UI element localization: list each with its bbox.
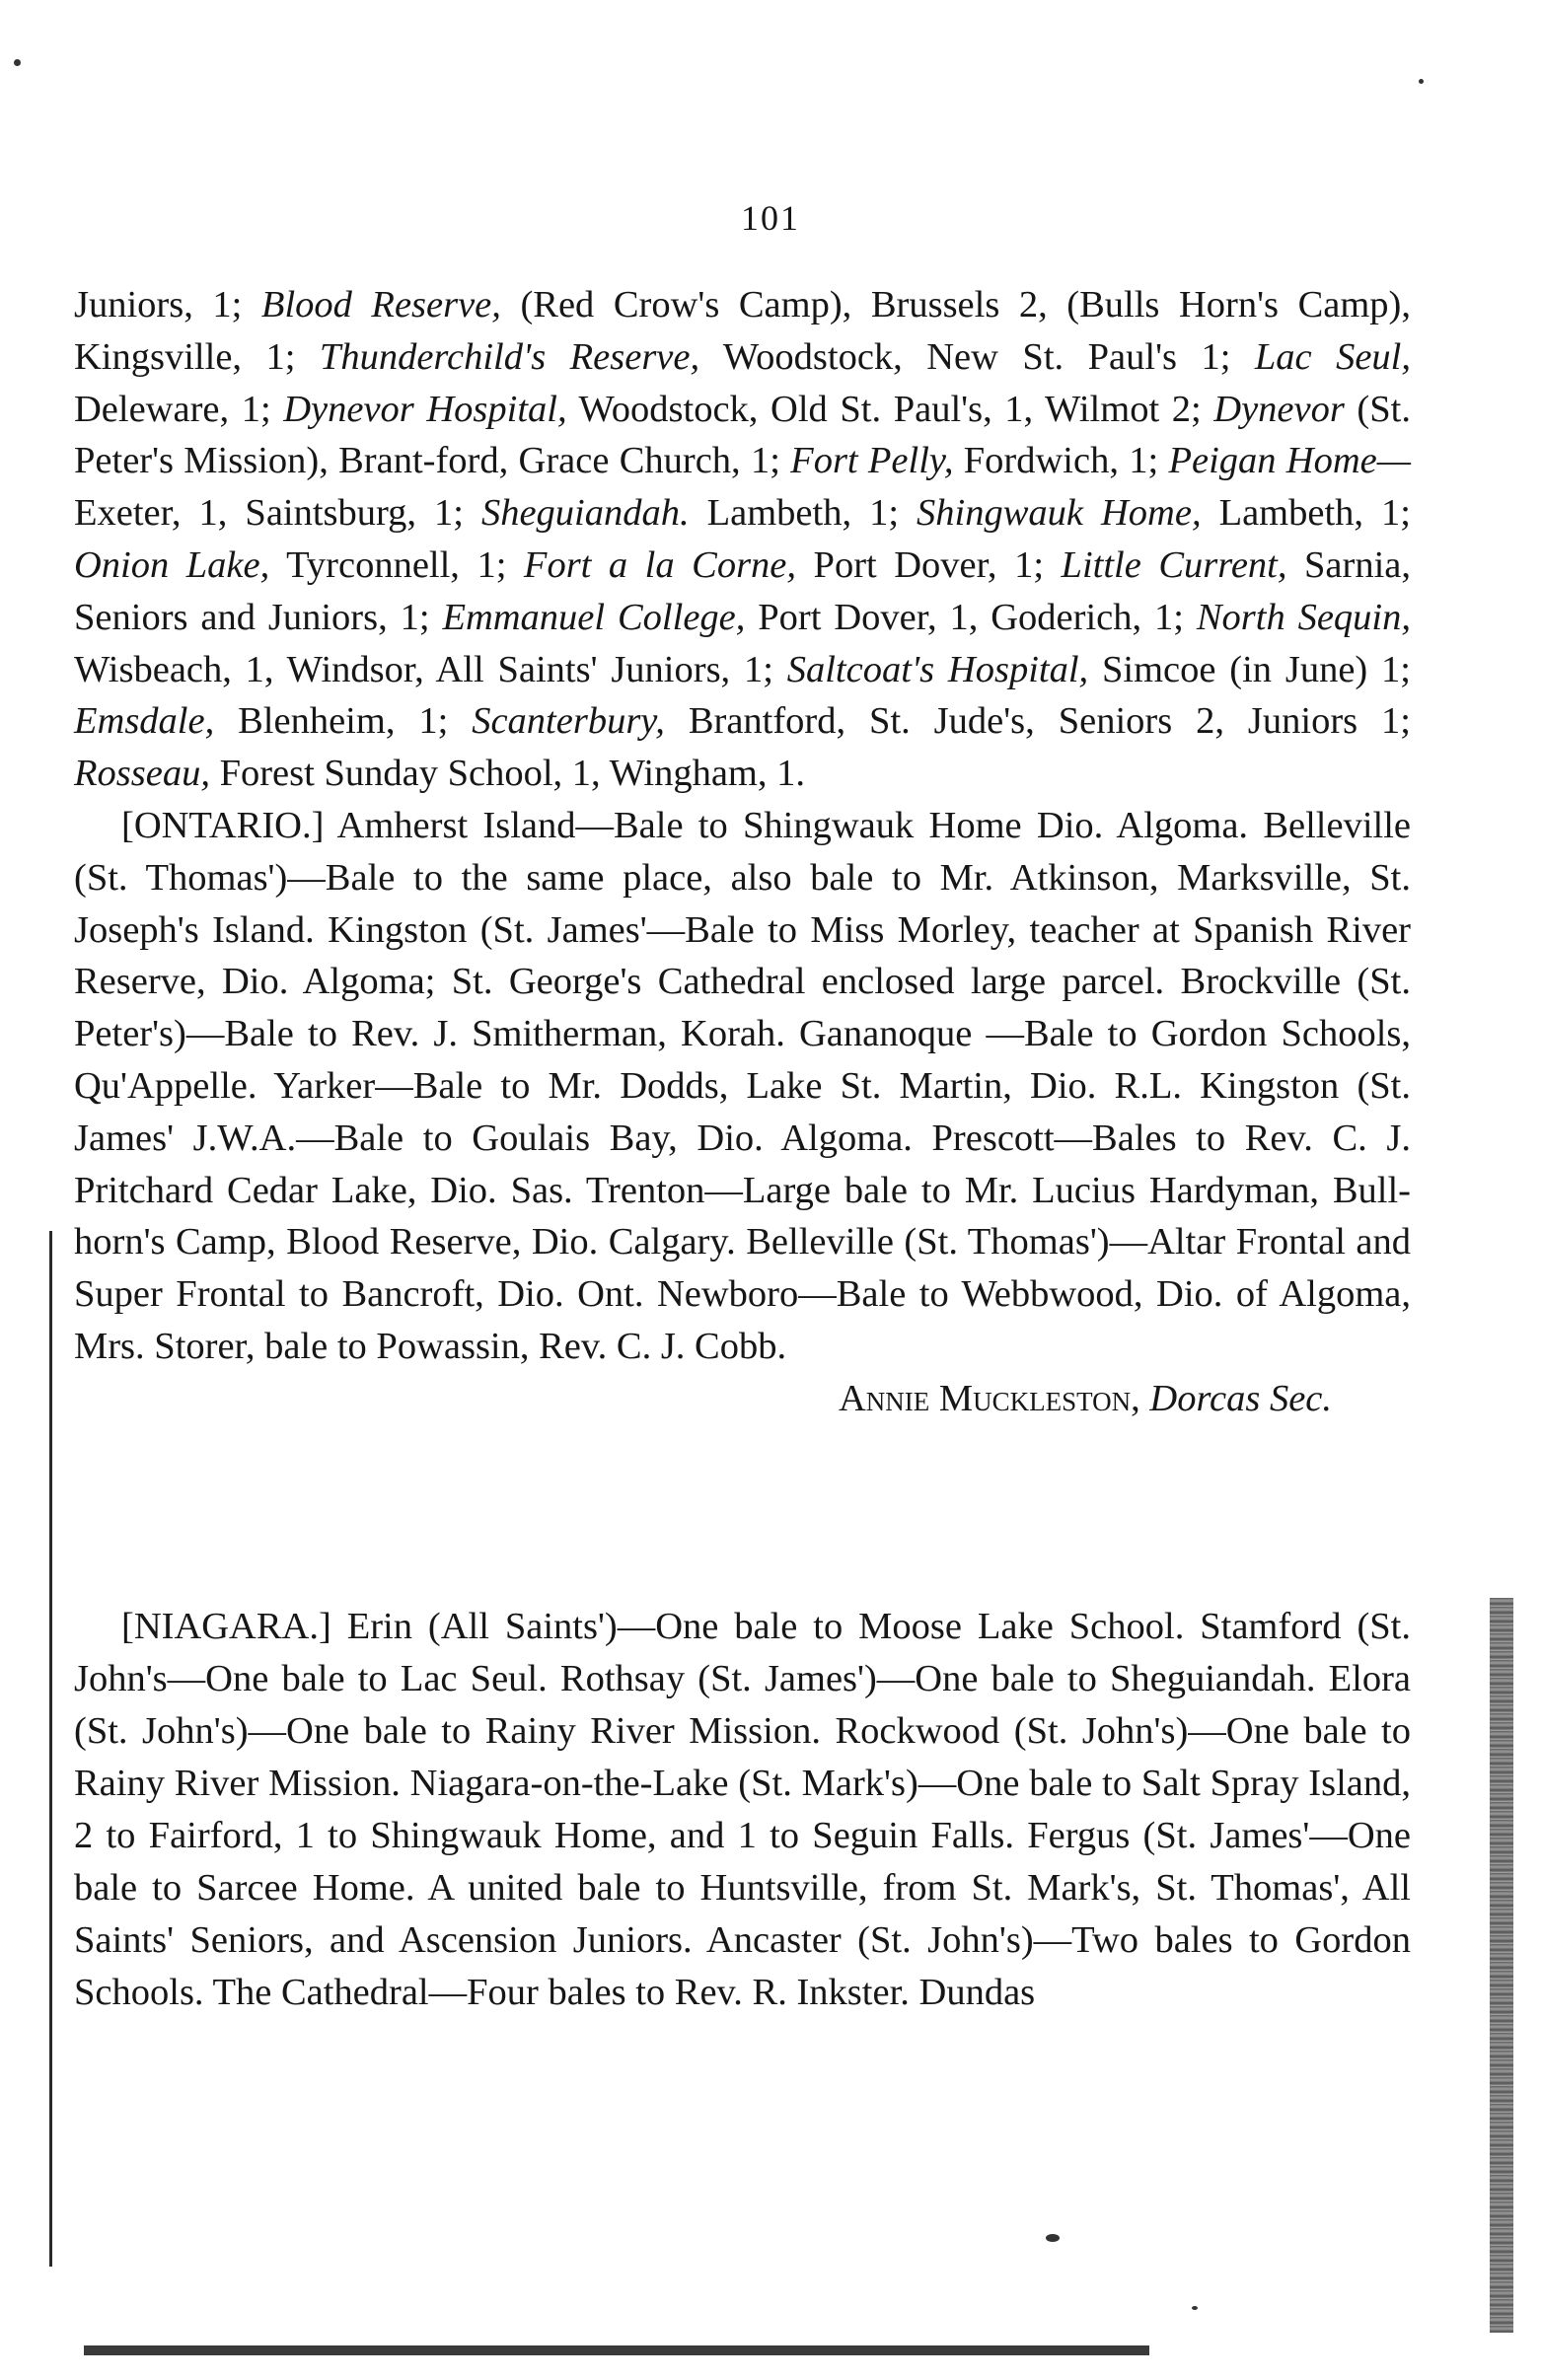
place-name: Emmanuel	[442, 596, 606, 638]
place-name: Emsdale,	[74, 700, 215, 743]
text-run: Forest Sunday School, 1, Wingham, 1.	[209, 753, 805, 795]
text-run: Fordwich, 1;	[953, 440, 1169, 482]
text-run: St. Paul's 1;	[1022, 335, 1255, 378]
place-name: Lac Seul,	[1254, 335, 1412, 378]
text-run: ford, Grace Church, 1;	[435, 440, 791, 482]
text-run: Old St. Paul's, 1, Wilmot 2;	[770, 388, 1214, 430]
place-name: Saltcoat's Hospital,	[786, 648, 1089, 690]
page-number: 101	[741, 198, 800, 238]
place-name: Shingwauk	[917, 492, 1083, 535]
text-run: Lambeth, 1;	[689, 492, 917, 535]
scan-margin-line	[49, 1231, 52, 2267]
scan-speck	[1419, 79, 1424, 84]
text-run: Sarnia, Seniors and Juniors, 1;	[74, 543, 1411, 638]
scan-speck	[14, 59, 21, 66]
text-run: Dover, 1;	[894, 543, 1062, 586]
scan-right-edge	[1490, 1598, 1513, 2333]
place-name: Scanterbury,	[472, 700, 665, 743]
niagara-paragraph: [NIAGARA.] Erin (All Saints')—One bale to Moose Lake School. Stamford (St. John's—One bale to Lac Seul. Rothsay (St. James')—One bale to Sheguiandah. Elora (St. John's)—One bale to Rainy River Mission. Rockwood (St. John's)—One bale to Rainy River Mission. Niagara-on-the-Lake (St. Mark's)—One bale to Salt Spray Island, 2 to Fairford, 1 to Shingwauk Home, and 1 to Seguin Falls. Fergus (St. James'—One bale to Sarcee Home. A united bale to Huntsville, from St. Mark's, St. Thomas', All Saints' Seniors, and Ascension Juniors. Ancaster (St. John's)—Two bales to Gordon Schools. The Cathedral—Four bales to Rev. R. Inkster. Dundas	[74, 1606, 1411, 2013]
scan-speck	[1046, 2234, 1060, 2242]
text-run: Juniors, 1;	[74, 284, 261, 325]
text-run: Simcoe (in June)	[1088, 648, 1368, 690]
place-name: Rosseau,	[74, 753, 210, 795]
text-run: Brantford, St. Jude's, Seniors	[664, 700, 1173, 743]
place-name: North Sequin,	[1196, 596, 1411, 638]
place-name: Peigan Home—	[1168, 440, 1411, 482]
place-name: Little Current,	[1061, 543, 1287, 586]
text-run: 2, Juniors 1;	[1196, 700, 1411, 743]
text-run: Exeter, 1, Saintsburg, 1;	[74, 492, 481, 535]
text-run: Wisbeach, 1,	[74, 648, 274, 690]
text-run: Woodstock,	[566, 388, 759, 430]
text-run: Horn's Camp), Kingsville, 1;	[74, 284, 1411, 378]
text-run: Woodstock, New	[699, 335, 998, 378]
signature-title: Dorcas Sec.	[1149, 1377, 1332, 1419]
signature	[74, 1373, 1411, 1425]
place-name: Sheguiandah.	[480, 492, 690, 535]
text-run: Port Dover, 1, Goderich, 1;	[745, 596, 1197, 638]
scan-speck	[1192, 2306, 1198, 2310]
text-run: Port	[796, 543, 877, 586]
text-run: 1;	[1381, 648, 1411, 690]
text-lines	[74, 279, 1411, 800]
place-name: Thunderchild's Reserve,	[319, 335, 700, 378]
ontario-paragraph: [ONTARIO.] Amherst Island—Bale to Shingwauk Home Dio. Algoma. Belleville (St. Thomas')—Bale to the same place, also bale to Mr. Atkinson, Marksville, St. Joseph's Island. Kingston (St. James'—Bale to Miss Morley, teacher at Spanish River Reserve, Dio. Algoma; St. George's Cathedral enclosed large parcel. Brockville (St. Peter's)—Bale to Rev. J. Smitherman, Korah. Gananoque —Bale to Gordon Schools, Qu'Appelle. Yarker—Bale to Mr. Dodds, Lake St. Martin, Dio. R.L. Kingston (St. James' J.W.A.—Bale to Goulais Bay, Dio. Algoma. Prescott—Bales to Rev. C. J. Pritchard Cedar Lake, Dio. Sas. Trenton—Large bale to Mr. Lucius Hardyman, Bull-horn's Camp, Blood Reserve, Dio. Calgary. Belleville (St. Thomas')—Altar Frontal and Super Frontal to Bancroft, Dio. Ont. Newboro—Bale to Webbwood, Dio. of Algoma, Mrs. Storer, bale to Powassin, Rev. C. J. Cobb.	[74, 804, 1411, 1367]
text-run: Lambeth, 1;	[1201, 492, 1411, 535]
place-name: College,	[618, 596, 746, 638]
place-name: Blood Reserve,	[260, 284, 501, 325]
place-name: Home,	[1101, 492, 1202, 535]
niagara-section	[74, 1601, 1411, 2019]
place-name: Fort Pelly,	[790, 440, 954, 482]
signature-name: Annie Muckleston,	[838, 1377, 1140, 1419]
text-run: Blenheim, 1;	[214, 700, 473, 743]
place-name: Dynevor	[1213, 388, 1345, 430]
place-name: Dynevor Hospital,	[283, 388, 567, 430]
place-name: Onion Lake,	[74, 543, 270, 586]
text-run: Deleware, 1;	[74, 388, 284, 430]
place-name: Fort a la Corne,	[523, 543, 797, 586]
text-run: (St. Peter's Mission), Brant-	[74, 388, 1411, 482]
text-run: (Red Crow's Camp), Brussels 2, (Bulls	[500, 284, 1160, 325]
text-run: Windsor, All Saints' Juniors, 1;	[286, 648, 787, 690]
list-paragraph	[74, 279, 1411, 1425]
scan-bottom-edge	[84, 2345, 1149, 2355]
text-run: Tyrconnell, 1;	[269, 543, 524, 586]
